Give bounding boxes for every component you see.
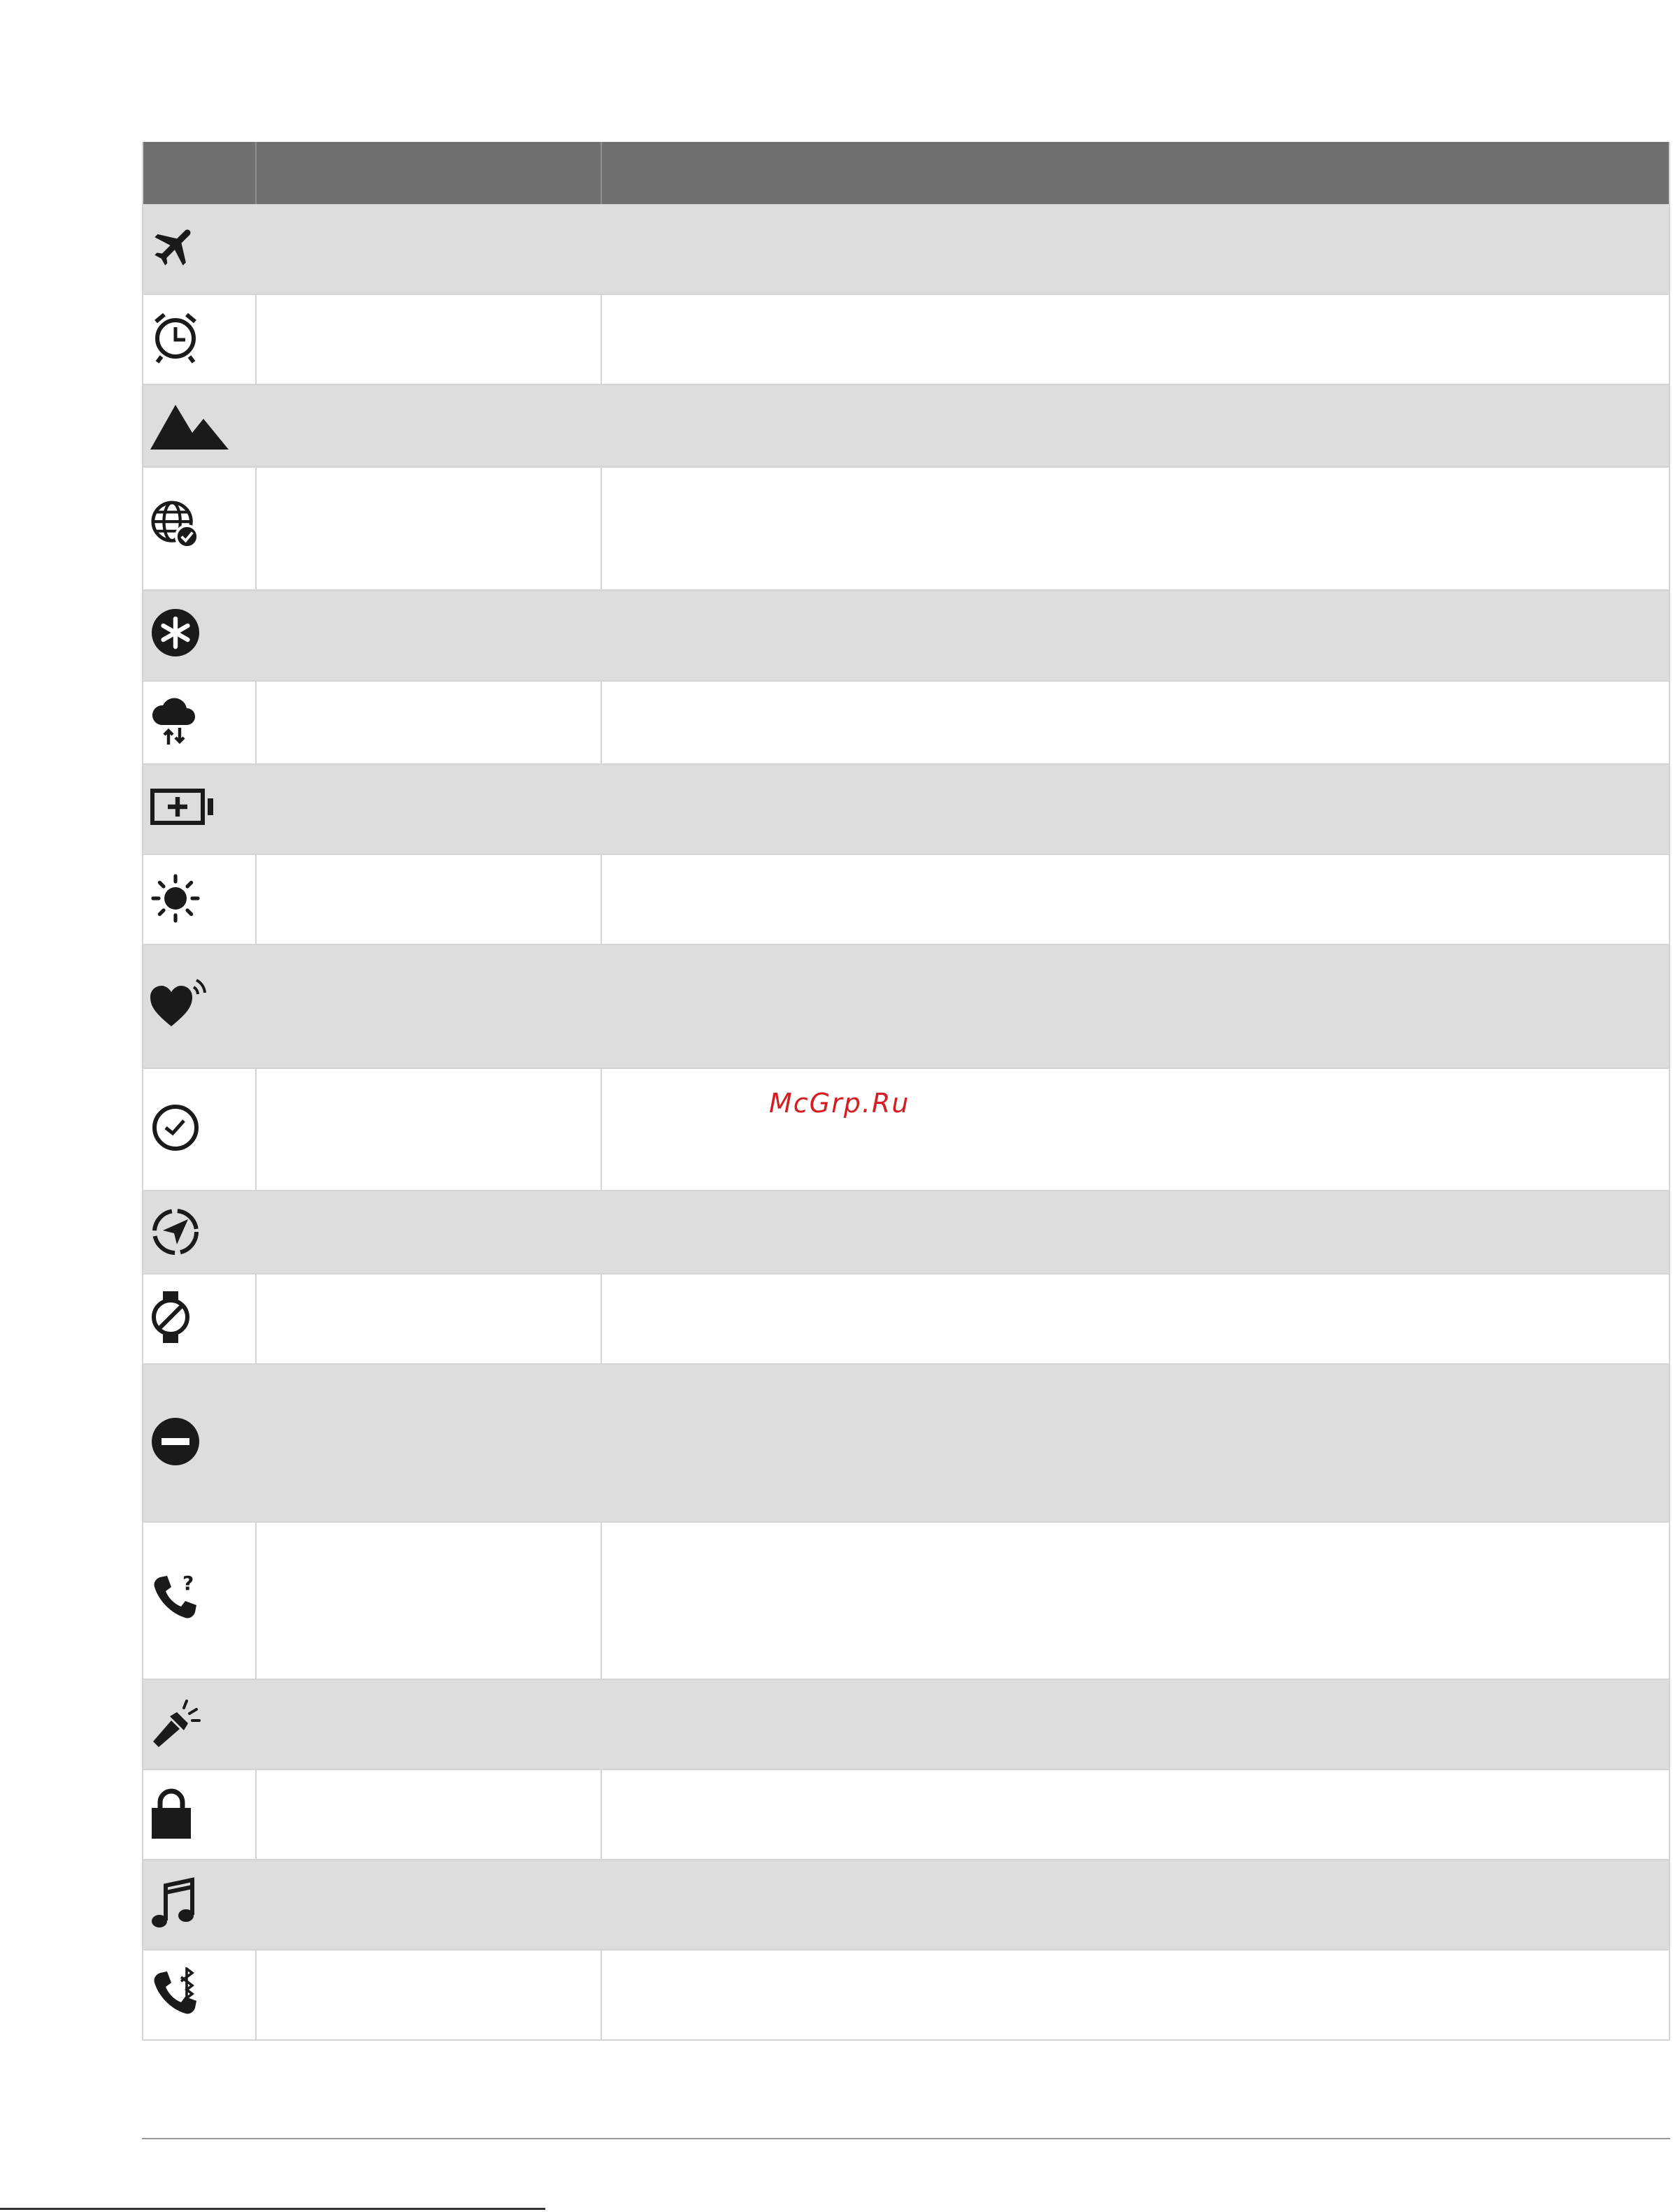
table-row bbox=[143, 1951, 1669, 2041]
table-header bbox=[143, 142, 1669, 204]
heart-broadcast-icon bbox=[150, 979, 208, 1029]
cloud-sync-icon bbox=[150, 697, 198, 746]
sun-brightness-icon bbox=[150, 873, 201, 924]
table-row bbox=[143, 295, 1669, 385]
table-row bbox=[143, 204, 1669, 295]
lock-icon bbox=[150, 1787, 192, 1839]
clock-icon bbox=[150, 1103, 201, 1153]
table-row bbox=[143, 765, 1669, 855]
table-row bbox=[143, 1523, 1669, 1680]
music-note-icon bbox=[150, 1877, 196, 1930]
watch-off-icon bbox=[150, 1291, 191, 1343]
watermark: McGrp.Ru bbox=[769, 1088, 910, 1119]
table-row bbox=[143, 468, 1669, 591]
table-row bbox=[143, 1770, 1669, 1860]
mountain-icon bbox=[150, 399, 229, 450]
phone-bluetooth-icon bbox=[150, 1967, 201, 2018]
table-row bbox=[143, 1860, 1669, 1951]
phone-question-icon bbox=[150, 1572, 201, 1622]
bottom-edge-bar bbox=[0, 2208, 545, 2210]
battery-saver-icon bbox=[150, 789, 215, 825]
footer-rule bbox=[142, 2138, 1670, 2139]
globe-check-icon bbox=[150, 500, 199, 549]
table-row bbox=[143, 945, 1669, 1069]
table-row bbox=[143, 1365, 1669, 1523]
asterisk-circle-icon bbox=[150, 608, 201, 658]
table-row bbox=[143, 591, 1669, 682]
table-row bbox=[143, 385, 1669, 468]
do-not-disturb-icon bbox=[150, 1416, 201, 1467]
navigation-arrow-icon bbox=[150, 1207, 201, 1257]
table-row bbox=[143, 682, 1669, 765]
table-row bbox=[143, 1274, 1669, 1365]
alarm-clock-icon bbox=[150, 310, 201, 364]
airplane-icon bbox=[150, 218, 201, 274]
svg-text:?: ? bbox=[182, 1572, 194, 1595]
table-row bbox=[143, 1680, 1669, 1770]
flashlight-icon bbox=[150, 1697, 201, 1750]
table-row bbox=[143, 855, 1669, 945]
table-row bbox=[143, 1191, 1669, 1274]
